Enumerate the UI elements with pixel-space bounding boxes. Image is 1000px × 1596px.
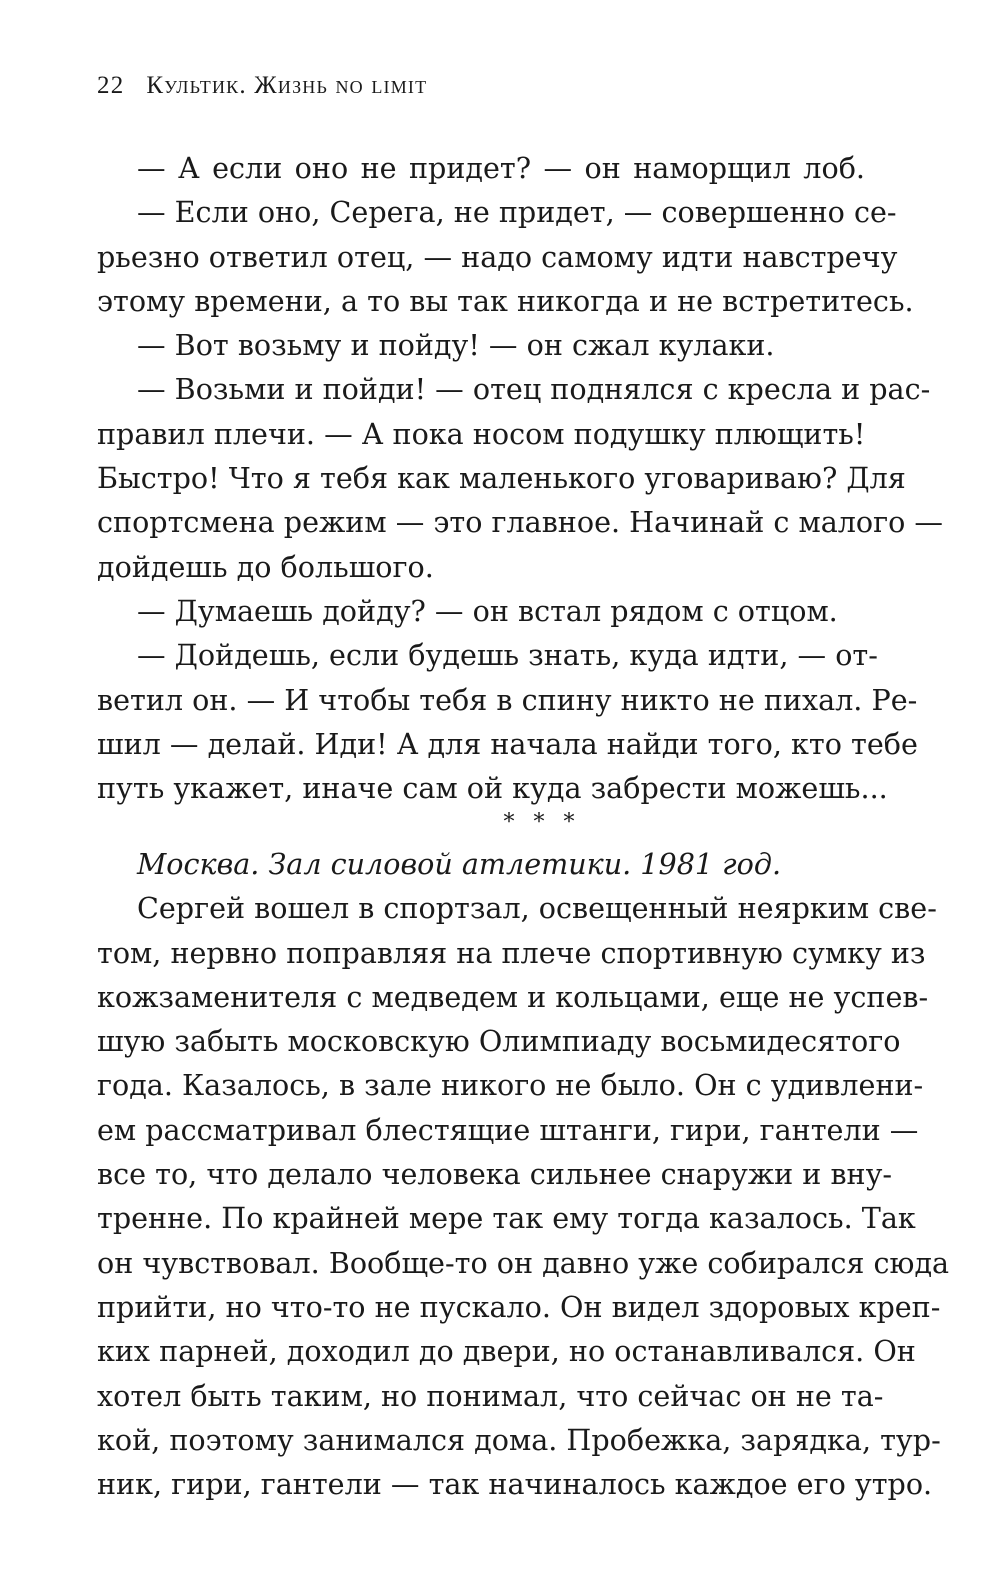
text-line: шую забыть московскую Олимпиаду восьмидесятого xyxy=(97,1024,901,1059)
text-line: Быстро! Что я тебя как маленького уговариваю? Для xyxy=(97,461,906,496)
text-line: все то, что делало человека сильнее снаружи и вну- xyxy=(97,1157,893,1192)
text-line: — Возьми и пойди! — отец поднялся с кресла и рас- xyxy=(137,372,931,407)
text-line: правил плечи. — А пока носом подушку плющить! xyxy=(97,416,866,451)
dialogue-block xyxy=(97,146,944,810)
text-line: — Думаешь дойду? — он встал рядом с отцом. xyxy=(137,593,838,628)
text-line: ник, гири, гантели — так начиналось каждое его утро. xyxy=(97,1467,933,1502)
text-line: — А если оно не придет? — он наморщил лоб. xyxy=(137,151,865,185)
text-line: ких парней, доходил до двери, но останавливался. Он xyxy=(97,1334,916,1369)
text-line: этому времени, а то вы так никогда и не встретитесь. xyxy=(97,283,914,318)
text-line: том, нервно поправляя на плече спортивную сумку из xyxy=(97,935,926,970)
narrative-block xyxy=(97,842,950,1506)
text-line: путь укажет, иначе сам ой куда забрести можешь... xyxy=(97,771,888,806)
text-line: рьезно ответил отец, — надо самому идти навстречу xyxy=(97,239,898,274)
text-line: тренне. По крайней мере так ему тогда казалось. Так xyxy=(97,1201,916,1236)
text-line: кожзаменителя с медведем и кольцами, еще не успев- xyxy=(97,979,929,1014)
text-line: — Если оно, Серега, не придет, — совершенно се- xyxy=(137,195,897,230)
running-head xyxy=(97,72,427,100)
text-line: года. Казалось, в зале никого не было. Он с удивлени- xyxy=(97,1068,924,1103)
running-title: Культик. Жизнь no limit xyxy=(146,72,428,99)
text-line: — Дойдешь, если будешь знать, куда идти, — от- xyxy=(137,638,878,673)
text-line: прийти, но что-то не пускало. Он видел здоровых креп- xyxy=(97,1289,941,1324)
text-line: Сергей вошел в спортзал, освещенный неярким све- xyxy=(137,891,937,926)
section-heading: Москва. Зал силовой атлетики. 1981 год. xyxy=(137,847,782,881)
text-line: шил — делай. Иди! А для начала найди того, кто тебе xyxy=(97,726,918,761)
separator-asterisks: * * * xyxy=(503,810,581,835)
text-line: ветил он. — И чтобы тебя в спину никто не пихал. Ре- xyxy=(97,682,918,717)
text-line: спортсмена режим — это главное. Начинай с малого — xyxy=(97,505,944,540)
text-line: кой, поэтому занимался дома. Пробежка, зарядка, тур- xyxy=(97,1422,941,1457)
text-line: хотел быть таким, но понимал, что сейчас он не та- xyxy=(97,1378,884,1413)
text-line: он чувствовал. Вообще-то он давно уже собирался сюда xyxy=(97,1245,950,1280)
page-number: 22 xyxy=(97,72,125,99)
text-line: ем рассматривал блестящие штанги, гири, гантели — xyxy=(97,1112,919,1147)
text-line: — Вот возьму и пойду! — он сжал кулаки. xyxy=(137,328,775,363)
text-line: дойдешь до большого. xyxy=(97,549,434,584)
section-separator xyxy=(0,808,1000,838)
